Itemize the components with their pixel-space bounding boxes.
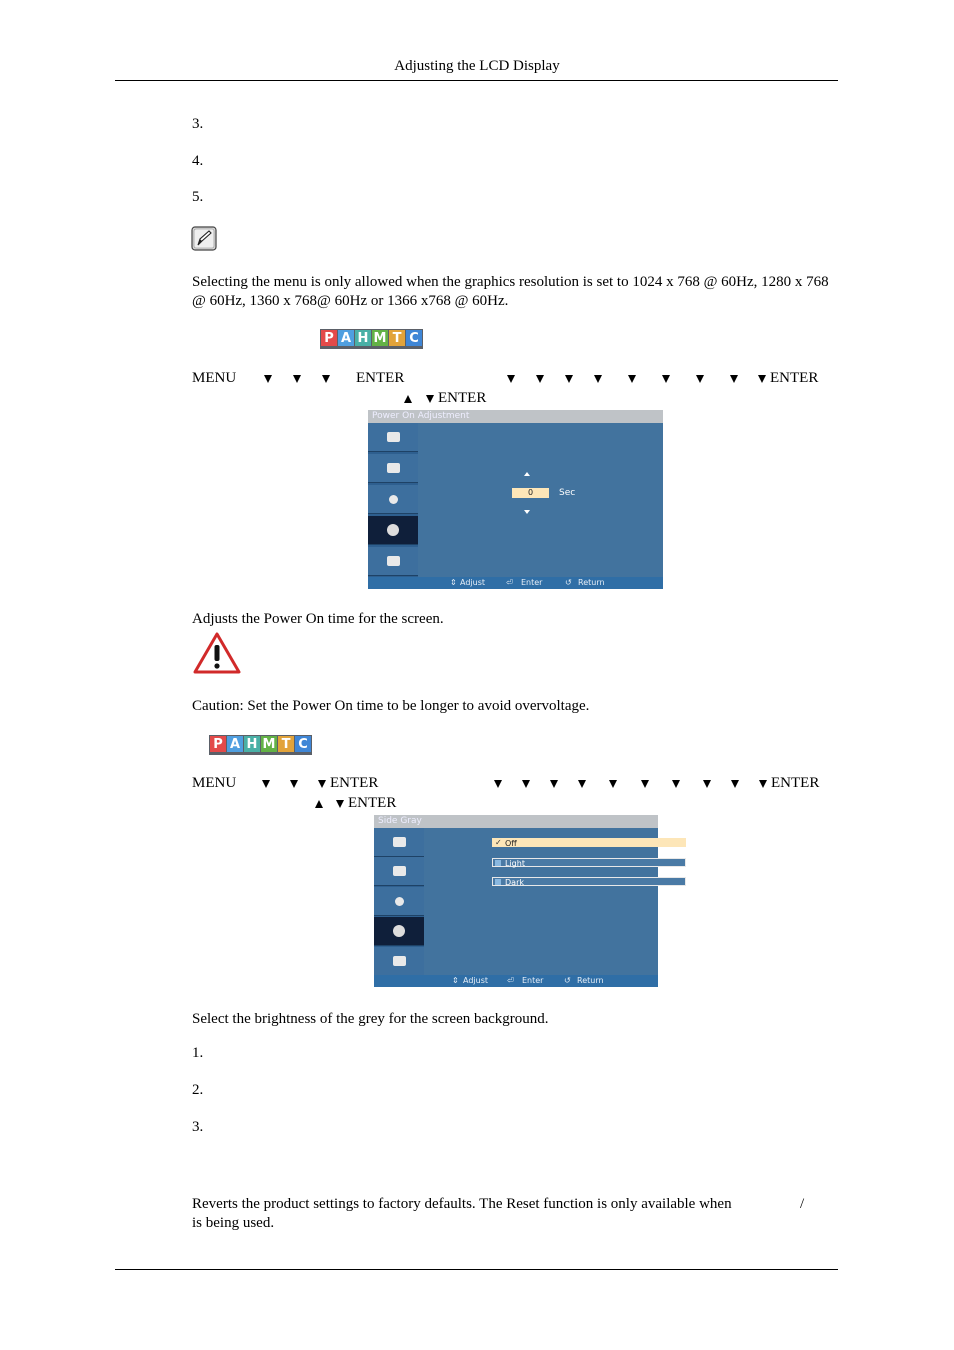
picture-icon	[374, 828, 424, 857]
list-item: 2.	[192, 1082, 204, 1098]
down-arrow-icon	[507, 375, 515, 383]
check-icon: ✓	[495, 838, 502, 847]
setup-gear-icon	[374, 917, 424, 946]
page-header-title: Adjusting the LCD Display	[394, 58, 560, 74]
nav-enter: ENTER	[438, 390, 487, 406]
list-item: 4.	[192, 153, 204, 169]
option-box-icon	[495, 860, 501, 866]
return-icon: ↺	[565, 578, 572, 587]
mode-badge-m: M	[373, 330, 387, 346]
nav-enter: ENTER	[356, 370, 405, 386]
input-icon	[374, 887, 424, 916]
footer-adjust: Adjust	[463, 976, 489, 985]
reset-slash: /	[800, 1196, 805, 1212]
setup-gear-icon	[368, 516, 418, 545]
down-arrow-icon	[426, 395, 434, 403]
down-arrow-icon	[264, 375, 272, 383]
down-arrow-icon	[322, 375, 330, 383]
down-arrow-icon	[594, 375, 602, 383]
list-item: 3.	[192, 116, 204, 132]
option-label: Dark	[505, 878, 524, 887]
down-arrow-icon	[662, 375, 670, 383]
side-gray-option-off[interactable]	[492, 838, 686, 847]
osd-footer	[368, 577, 663, 589]
mode-badge-t: T	[278, 736, 294, 752]
osd-content	[418, 423, 663, 577]
down-arrow-icon	[550, 780, 558, 788]
value-down-icon	[524, 510, 530, 514]
side-gray-description: Select the brightness of the grey for the screen background.	[192, 1011, 549, 1027]
down-arrow-icon	[672, 780, 680, 788]
option-box-icon	[495, 879, 501, 885]
down-arrow-icon	[578, 780, 586, 788]
side-gray-option-light[interactable]	[492, 858, 686, 867]
sound-icon	[374, 857, 424, 886]
value-up-icon	[524, 472, 530, 476]
side-gray-nav-path	[0, 775, 954, 793]
footer-enter: Enter	[521, 578, 543, 587]
power-on-unit: Sec	[559, 488, 576, 498]
reset-text-line1: Reverts the product settings to factory defaults. The Reset function is only available when	[192, 1196, 732, 1212]
mode-badge-h: H	[244, 736, 260, 752]
down-arrow-icon	[522, 780, 530, 788]
note-icon	[191, 226, 217, 256]
return-icon: ↺	[564, 976, 571, 985]
osd-footer	[374, 975, 658, 987]
up-arrow-icon	[315, 800, 323, 808]
nav-menu: MENU	[192, 370, 237, 386]
side-gray-osd-screenshot	[374, 815, 658, 987]
multi-control-icon	[368, 547, 418, 576]
osd-title: Power On Adjustment	[368, 410, 663, 423]
down-arrow-icon	[641, 780, 649, 788]
caution-icon	[193, 632, 241, 679]
osd-sidebar	[374, 828, 424, 975]
mode-badge-a: A	[338, 330, 354, 346]
nav-enter: ENTER	[348, 795, 397, 811]
down-arrow-icon	[628, 375, 636, 383]
reset-text-line2: is being used.	[192, 1215, 275, 1231]
down-arrow-icon	[731, 780, 739, 788]
header-rule	[115, 80, 838, 81]
mode-badge-p: P	[321, 330, 337, 346]
up-arrow-icon	[404, 395, 412, 403]
adjust-icon: ⇕	[452, 976, 459, 985]
footer-enter: Enter	[522, 976, 544, 985]
nav-enter: ENTER	[330, 775, 379, 791]
down-arrow-icon	[336, 800, 344, 808]
down-arrow-icon	[318, 780, 326, 788]
down-arrow-icon	[536, 375, 544, 383]
down-arrow-icon	[609, 780, 617, 788]
multi-control-icon	[374, 947, 424, 976]
power-on-value: 0	[512, 488, 549, 498]
list-item: 5.	[192, 189, 204, 205]
list-item: 3.	[192, 1119, 204, 1135]
down-arrow-icon	[565, 375, 573, 383]
down-arrow-icon	[262, 780, 270, 788]
nav-menu: MENU	[192, 775, 237, 791]
power-on-description: Adjusts the Power On time for the screen.	[192, 611, 444, 627]
footer-return: Return	[577, 976, 604, 985]
osd-content	[424, 828, 658, 975]
enter-icon: ⏎	[506, 578, 513, 587]
mode-badge-t: T	[389, 330, 405, 346]
mode-badge-c: C	[406, 330, 422, 346]
mode-badges	[209, 735, 312, 755]
nav-enter: ENTER	[771, 775, 820, 791]
osd-sidebar	[368, 423, 418, 577]
mode-badge-p: P	[210, 736, 226, 752]
power-on-nav-path-2	[0, 390, 954, 408]
list-item: 1.	[192, 1045, 204, 1061]
sound-icon	[368, 454, 418, 483]
input-icon	[368, 485, 418, 514]
down-arrow-icon	[696, 375, 704, 383]
footer-rule	[115, 1269, 838, 1270]
adjust-icon: ⇕	[450, 578, 457, 587]
option-label: Light	[505, 859, 525, 868]
power-on-nav-path	[0, 370, 954, 388]
option-label: Off	[505, 839, 517, 848]
osd-title: Side Gray	[374, 815, 658, 828]
down-arrow-icon	[703, 780, 711, 788]
footer-return: Return	[578, 578, 605, 587]
resolution-note: Selecting the menu is only allowed when the graphics resolution is set to 1024 x 768 @ 60Hz, 1280 x 768 @ 60Hz, 1360 x 768@ 60Hz or 1366 x768 @ 60Hz.	[192, 274, 829, 309]
caution-text: Caution: Set the Power On time to be longer to avoid overvoltage.	[192, 698, 590, 714]
picture-icon	[368, 423, 418, 452]
down-arrow-icon	[293, 375, 301, 383]
nav-enter: ENTER	[770, 370, 819, 386]
mode-badge-h: H	[355, 330, 371, 346]
side-gray-option-dark[interactable]	[492, 877, 686, 886]
down-arrow-icon	[758, 375, 766, 383]
down-arrow-icon	[290, 780, 298, 788]
enter-icon: ⏎	[507, 976, 514, 985]
down-arrow-icon	[730, 375, 738, 383]
power-on-osd-screenshot	[368, 410, 663, 589]
footer-adjust: Adjust	[460, 578, 486, 587]
side-gray-nav-path-2	[0, 795, 954, 813]
down-arrow-icon	[759, 780, 767, 788]
down-arrow-icon	[494, 780, 502, 788]
mode-badge-a: A	[227, 736, 243, 752]
mode-badge-m: M	[262, 736, 276, 752]
mode-badge-c: C	[295, 736, 311, 752]
mode-badges	[320, 329, 423, 349]
